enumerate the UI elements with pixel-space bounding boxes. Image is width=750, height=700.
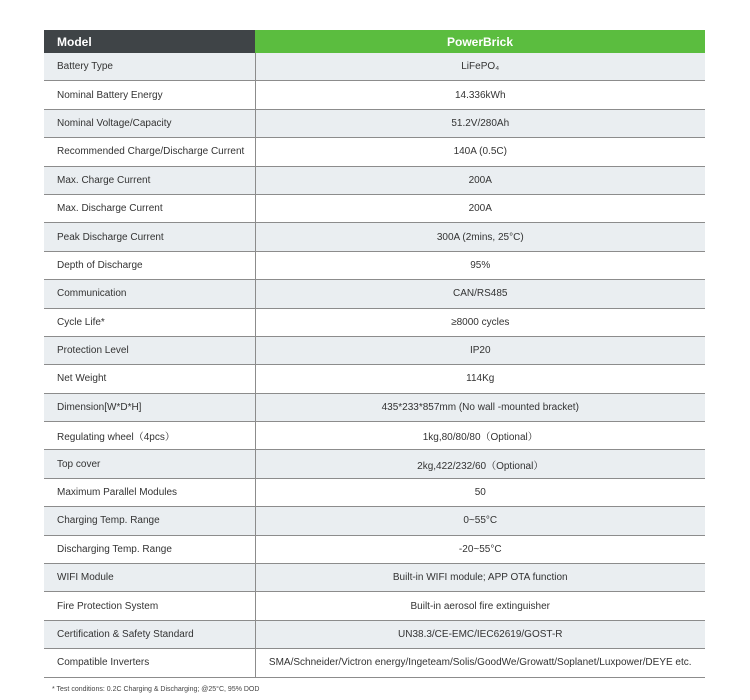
spec-value: 1kg,80/80/80（Optional）: [255, 422, 705, 450]
spec-value: SMA/Schneider/Victron energy/Ingeteam/Solis/GoodWe/Growatt/Soplanet/Luxpower/DEYE etc.: [255, 649, 705, 677]
spec-value: 95%: [255, 251, 705, 279]
spec-label: Charging Temp. Range: [44, 507, 255, 535]
spec-value: 114Kg: [255, 365, 705, 393]
spec-label: Compatible Inverters: [44, 649, 255, 677]
spec-value: 435*233*857mm (No wall -mounted bracket): [255, 393, 705, 421]
table-row: [44, 166, 705, 194]
table-row: [44, 223, 705, 251]
table-row: [44, 507, 705, 535]
table-row: [44, 138, 705, 166]
header-row: [44, 30, 705, 53]
spec-value: -20~55°C: [255, 535, 705, 563]
spec-label: Net Weight: [44, 365, 255, 393]
spec-value: 200A: [255, 194, 705, 222]
spec-value: 51.2V/280Ah: [255, 109, 705, 137]
spec-value: 2kg,422/232/60（Optional）: [255, 450, 705, 478]
spec-label: Nominal Battery Energy: [44, 81, 255, 109]
table-row: [44, 365, 705, 393]
spec-value: 14.336kWh: [255, 81, 705, 109]
table-row: [44, 649, 705, 677]
table-row: [44, 308, 705, 336]
table-row: [44, 280, 705, 308]
table-row: [44, 336, 705, 364]
table-row: [44, 81, 705, 109]
table-row: [44, 109, 705, 137]
table-row: [44, 393, 705, 421]
spec-value: Built-in WIFI module; APP OTA function: [255, 564, 705, 592]
spec-label: Top cover: [44, 450, 255, 478]
spec-table: [44, 30, 705, 678]
spec-value: UN38.3/CE-EMC/IEC62619/GOST-R: [255, 620, 705, 648]
spec-label: Cycle Life*: [44, 308, 255, 336]
table-row: [44, 450, 705, 478]
spec-label: Regulating wheel（4pcs）: [44, 422, 255, 450]
spec-label: Maximum Parallel Modules: [44, 478, 255, 506]
spec-value: ≥8000 cycles: [255, 308, 705, 336]
spec-value: Built-in aerosol fire extinguisher: [255, 592, 705, 620]
table-row: [44, 53, 705, 81]
spec-label: Peak Discharge Current: [44, 223, 255, 251]
table-row: [44, 194, 705, 222]
table-row: [44, 592, 705, 620]
table-row: [44, 251, 705, 279]
spec-label: Nominal Voltage/Capacity: [44, 109, 255, 137]
table-row: [44, 535, 705, 563]
spec-label: Max. Charge Current: [44, 166, 255, 194]
spec-label: Protection Level: [44, 336, 255, 364]
spec-value: 140A (0.5C): [255, 138, 705, 166]
footnote: * Test conditions: 0.2C Charging & Discharging; @25°C, 95% DOD: [52, 686, 260, 693]
spec-value: 50: [255, 478, 705, 506]
table-row: [44, 620, 705, 648]
spec-label: Battery Type: [44, 53, 255, 81]
header-product: PowerBrick: [255, 30, 705, 53]
spec-body: [44, 53, 705, 677]
spec-value: CAN/RS485: [255, 280, 705, 308]
spec-value: 0~55°C: [255, 507, 705, 535]
spec-label: Max. Discharge Current: [44, 194, 255, 222]
spec-label: Discharging Temp. Range: [44, 535, 255, 563]
spec-label: Fire Protection System: [44, 592, 255, 620]
header-model: Model: [44, 30, 255, 53]
table-row: [44, 422, 705, 450]
spec-label: Recommended Charge/Discharge Current: [44, 138, 255, 166]
spec-label: Certification & Safety Standard: [44, 620, 255, 648]
spec-label: Depth of Discharge: [44, 251, 255, 279]
spec-label: WIFI Module: [44, 564, 255, 592]
spec-label: Dimension[W*D*H]: [44, 393, 255, 421]
spec-label: Communication: [44, 280, 255, 308]
table-row: [44, 478, 705, 506]
table-row: [44, 564, 705, 592]
spec-value: LiFePO₄: [255, 53, 705, 81]
spec-value: IP20: [255, 336, 705, 364]
spec-value: 300A (2mins, 25°C): [255, 223, 705, 251]
spec-value: 200A: [255, 166, 705, 194]
